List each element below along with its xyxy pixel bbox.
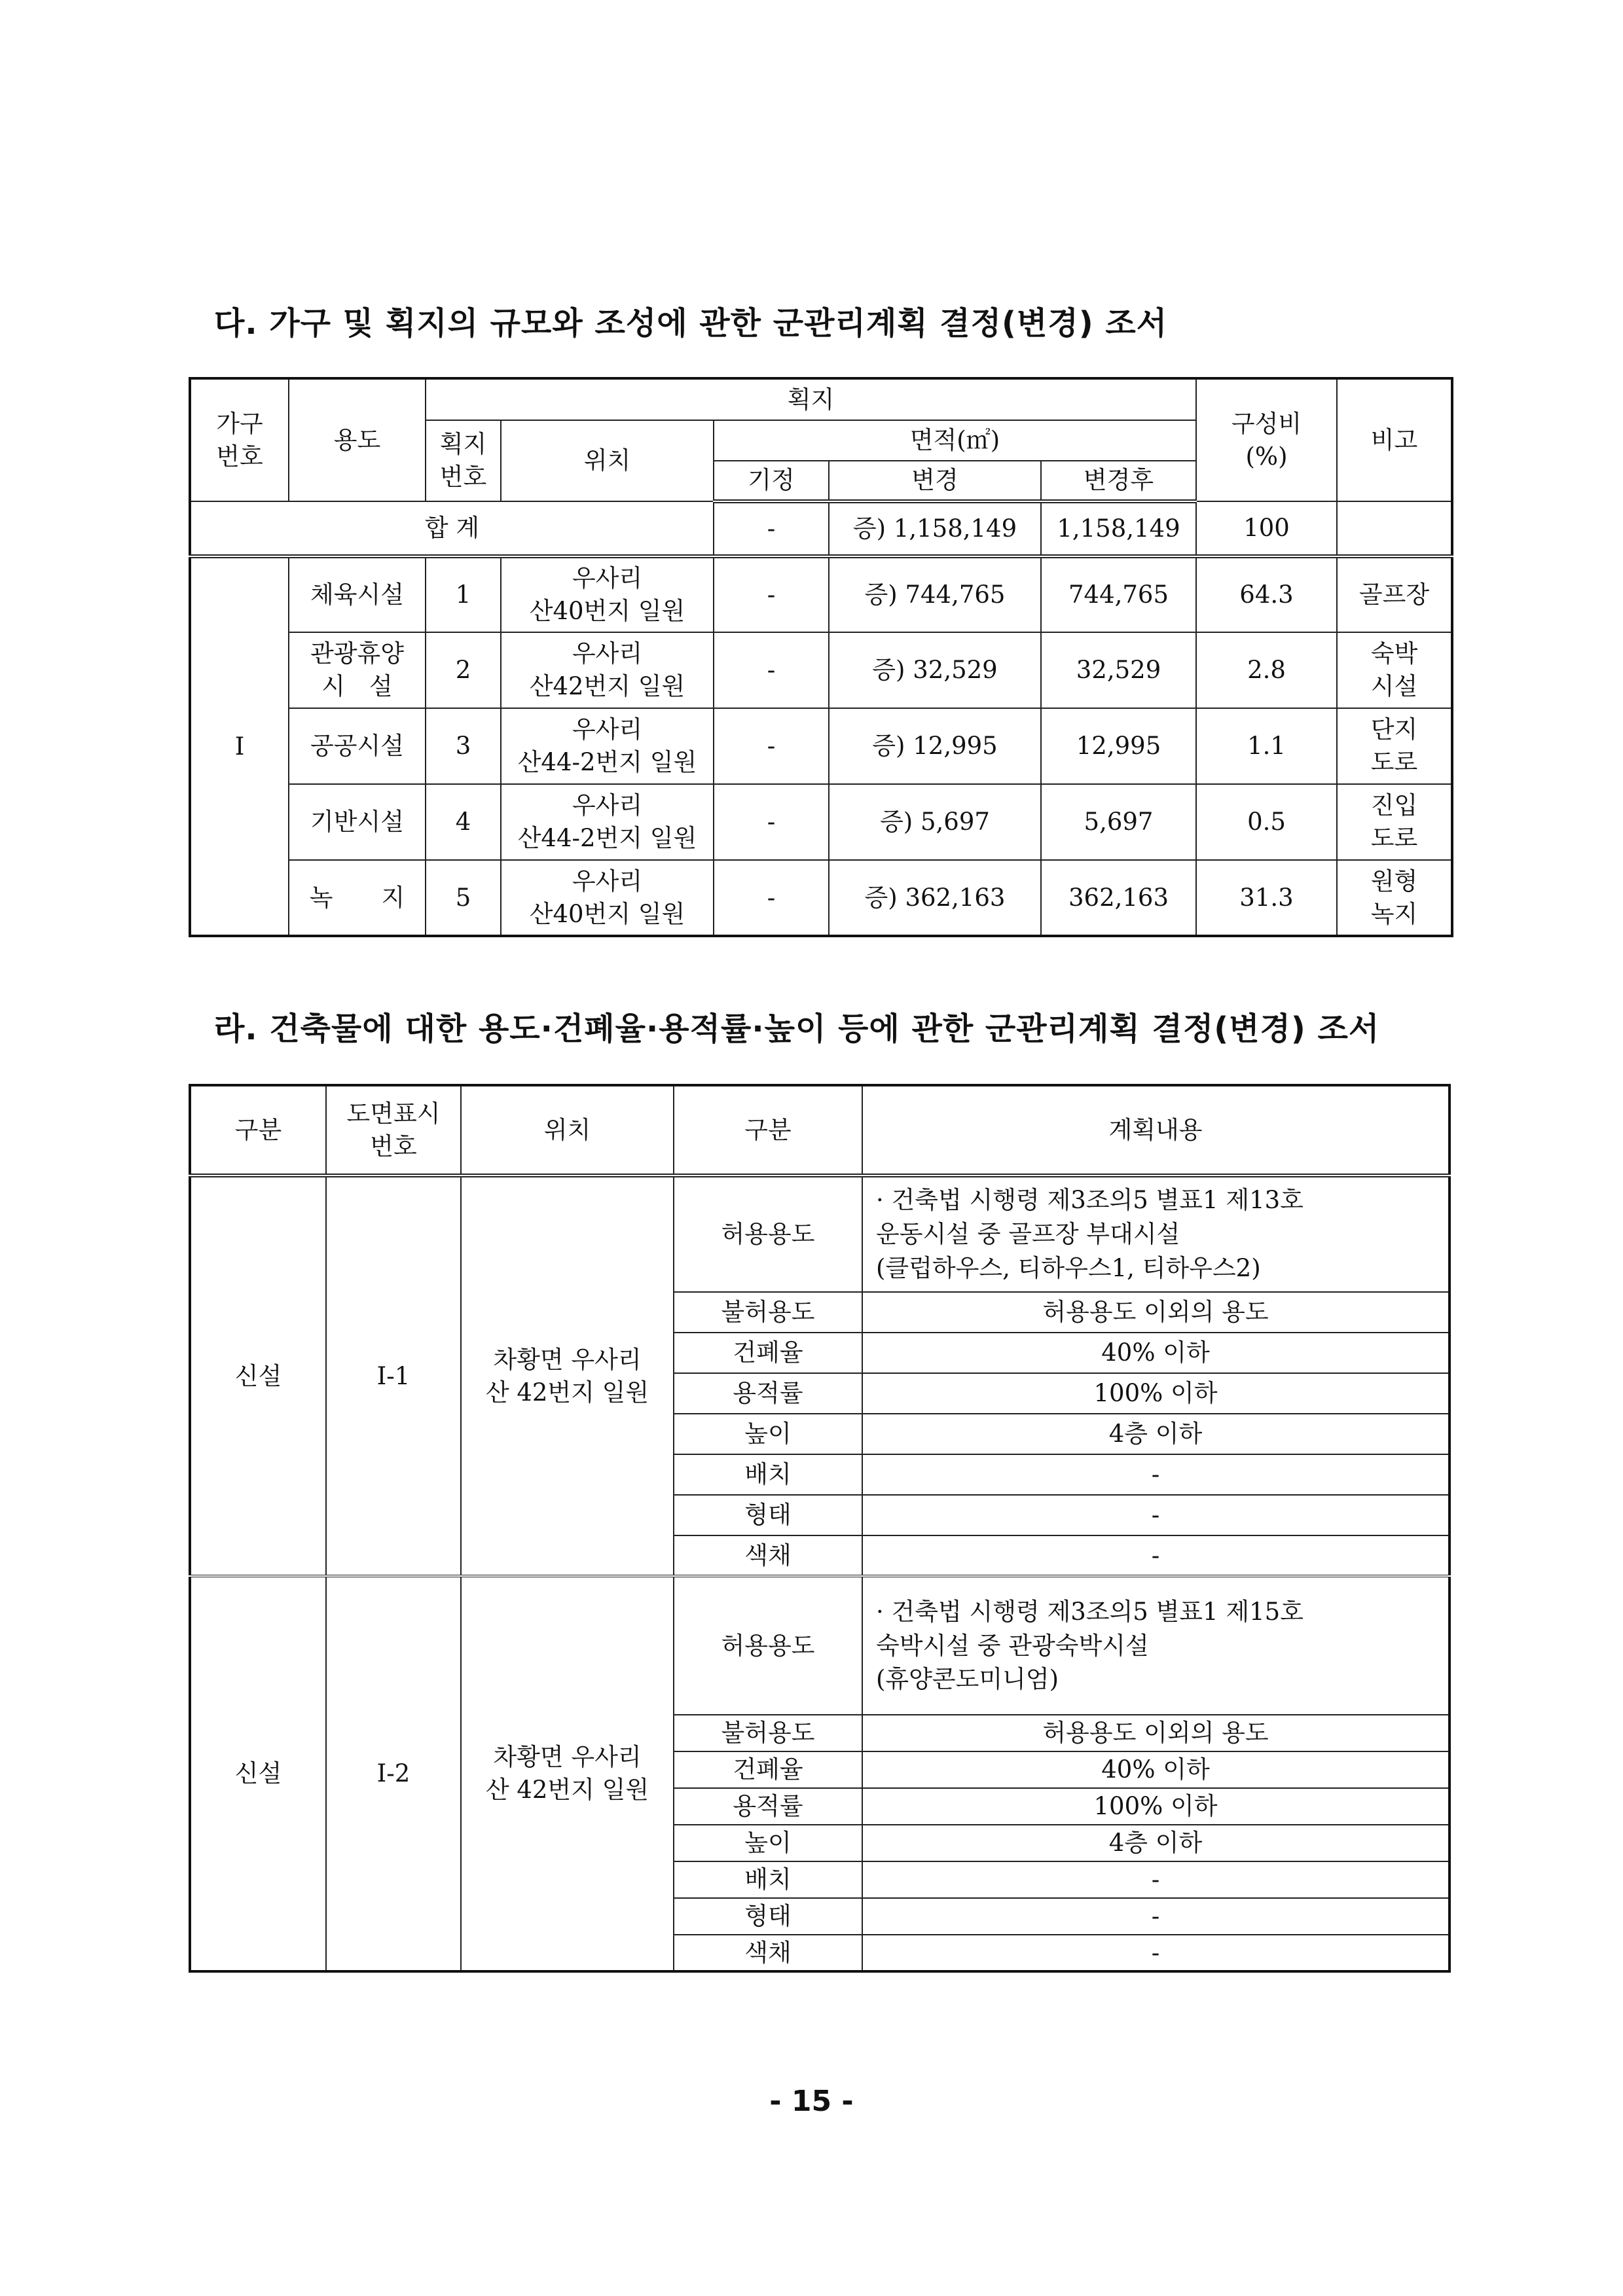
item-content: 4층 이하 (862, 1825, 1450, 1861)
header-ratio: 구성비 (%) (1196, 378, 1337, 501)
total-existing: - (714, 501, 829, 556)
group-location: 차황면 우사리 산 42번지 일원 (461, 1576, 674, 1971)
row-location: 우사리 산40번지 일원 (501, 556, 714, 632)
group-map-no: Ⅰ-1 (326, 1175, 461, 1576)
item-label: 용적률 (674, 1373, 862, 1414)
item-content: 허용용도 이외의 용도 (862, 1292, 1450, 1333)
row-lot-no: 4 (426, 784, 501, 860)
total-change: 증) 1,158,149 (829, 501, 1041, 556)
item-content: 허용용도 이외의 용도 (862, 1715, 1450, 1751)
block-label: Ⅰ (190, 556, 289, 936)
header-lot: 획지 (426, 378, 1196, 420)
item-label: 색채 (674, 1535, 862, 1576)
total-label: 합 계 (190, 501, 714, 556)
total-after-change: 1,158,149 (1041, 501, 1196, 556)
row-after-change: 32,529 (1041, 632, 1196, 708)
item-label: 건폐율 (674, 1333, 862, 1373)
item-label: 형태 (674, 1495, 862, 1535)
row-lot-no: 3 (426, 708, 501, 784)
header-after-change: 변경후 (1041, 461, 1196, 501)
row-existing: - (714, 708, 829, 784)
item-label: 허용용도 (674, 1175, 862, 1292)
item-content: · 건축법 시행령 제3조의5 별표1 제13호 운동시설 중 골프장 부대시설 (클럽하우스, 티하우스1, 티하우스2) (862, 1175, 1450, 1292)
item-label: 높이 (674, 1414, 862, 1454)
row-remarks: 단지 도로 (1337, 708, 1452, 784)
row-existing: - (714, 860, 829, 936)
header-existing: 기정 (714, 461, 829, 501)
header-location: 위치 (461, 1085, 674, 1175)
row-ratio: 0.5 (1196, 784, 1337, 860)
group-category: 신설 (190, 1175, 326, 1576)
row-lot-no: 2 (426, 632, 501, 708)
row-after-change: 744,765 (1041, 556, 1196, 632)
item-content: - (862, 1454, 1450, 1495)
item-label: 배치 (674, 1861, 862, 1898)
row-existing: - (714, 556, 829, 632)
header-remarks: 비고 (1337, 378, 1452, 501)
lot-size-table (189, 377, 1453, 937)
item-content: - (862, 1935, 1450, 1971)
row-lot-no: 1 (426, 556, 501, 632)
row-ratio: 2.8 (1196, 632, 1337, 708)
row-remarks: 골프장 (1337, 556, 1452, 632)
table-row (190, 1576, 1450, 1715)
header-area: 면적(㎡) (714, 420, 1196, 461)
row-location: 우사리 산44-2번지 일원 (501, 708, 714, 784)
row-lot-no: 5 (426, 860, 501, 936)
header-item: 구분 (674, 1085, 862, 1175)
row-remarks: 원형 녹지 (1337, 860, 1452, 936)
row-location: 우사리 산40번지 일원 (501, 860, 714, 936)
group-map-no: Ⅰ-2 (326, 1576, 461, 1971)
item-label: 형태 (674, 1898, 862, 1935)
row-ratio: 64.3 (1196, 556, 1337, 632)
table-row (190, 860, 1452, 936)
item-label: 색채 (674, 1935, 862, 1971)
row-remarks: 진입 도로 (1337, 784, 1452, 860)
group-location: 차황면 우사리 산 42번지 일원 (461, 1175, 674, 1576)
total-ratio: 100 (1196, 501, 1337, 556)
item-label: 높이 (674, 1825, 862, 1861)
row-change: 증) 12,995 (829, 708, 1041, 784)
row-after-change: 362,163 (1041, 860, 1196, 936)
item-content: 100% 이하 (862, 1373, 1450, 1414)
row-use: 녹 지 (289, 860, 426, 936)
item-content: · 건축법 시행령 제3조의5 별표1 제15호 숙박시설 중 관광숙박시설 (휴양콘도미니엄) (862, 1576, 1450, 1715)
row-use: 관광휴양 시 설 (289, 632, 426, 708)
row-change: 증) 32,529 (829, 632, 1041, 708)
item-label: 허용용도 (674, 1576, 862, 1715)
item-content: - (862, 1898, 1450, 1935)
item-content: 40% 이하 (862, 1333, 1450, 1373)
item-label: 불허용도 (674, 1292, 862, 1333)
section-r-title: 라. 건축물에 대한 용도·건폐율·용적률·높이 등에 관한 군관리계획 결정(변경) 조서 (214, 1011, 1380, 1047)
table-row (190, 784, 1452, 860)
row-location: 우사리 산42번지 일원 (501, 632, 714, 708)
section-d-title: 다. 가구 및 획지의 규모와 조성에 관한 군관리계획 결정(변경) 조서 (214, 305, 1168, 342)
header-change: 변경 (829, 461, 1041, 501)
item-content: - (862, 1861, 1450, 1898)
item-label: 불허용도 (674, 1715, 862, 1751)
header-category: 구분 (190, 1085, 326, 1175)
header-use: 용도 (289, 378, 426, 501)
item-label: 용적률 (674, 1788, 862, 1825)
page-number: - 15 - (769, 2085, 854, 2118)
row-change: 증) 744,765 (829, 556, 1041, 632)
row-after-change: 12,995 (1041, 708, 1196, 784)
row-location: 우사리 산44-2번지 일원 (501, 784, 714, 860)
row-after-change: 5,697 (1041, 784, 1196, 860)
header-map-no: 도면표시 번호 (326, 1085, 461, 1175)
table-row (190, 1175, 1450, 1292)
table-row (190, 708, 1452, 784)
row-use: 공공시설 (289, 708, 426, 784)
header-lot-no: 획지 번호 (426, 420, 501, 501)
row-existing: - (714, 784, 829, 860)
row-ratio: 31.3 (1196, 860, 1337, 936)
item-content: 100% 이하 (862, 1788, 1450, 1825)
row-use: 체육시설 (289, 556, 426, 632)
header-location: 위치 (501, 420, 714, 501)
row-use: 기반시설 (289, 784, 426, 860)
item-content: 40% 이하 (862, 1751, 1450, 1788)
table-row (190, 556, 1452, 632)
row-change: 증) 362,163 (829, 860, 1041, 936)
item-label: 건폐율 (674, 1751, 862, 1788)
item-content: - (862, 1495, 1450, 1535)
row-existing: - (714, 632, 829, 708)
building-plan-table (189, 1084, 1451, 1973)
item-content: 4층 이하 (862, 1414, 1450, 1454)
item-content: - (862, 1535, 1450, 1576)
header-content: 계획내용 (862, 1085, 1450, 1175)
row-ratio: 1.1 (1196, 708, 1337, 784)
row-remarks: 숙박 시설 (1337, 632, 1452, 708)
row-change: 증) 5,697 (829, 784, 1041, 860)
group-category: 신설 (190, 1576, 326, 1971)
header-block-no: 가구 번호 (190, 378, 289, 501)
total-remarks (1337, 501, 1452, 556)
table-row (190, 632, 1452, 708)
item-label: 배치 (674, 1454, 862, 1495)
